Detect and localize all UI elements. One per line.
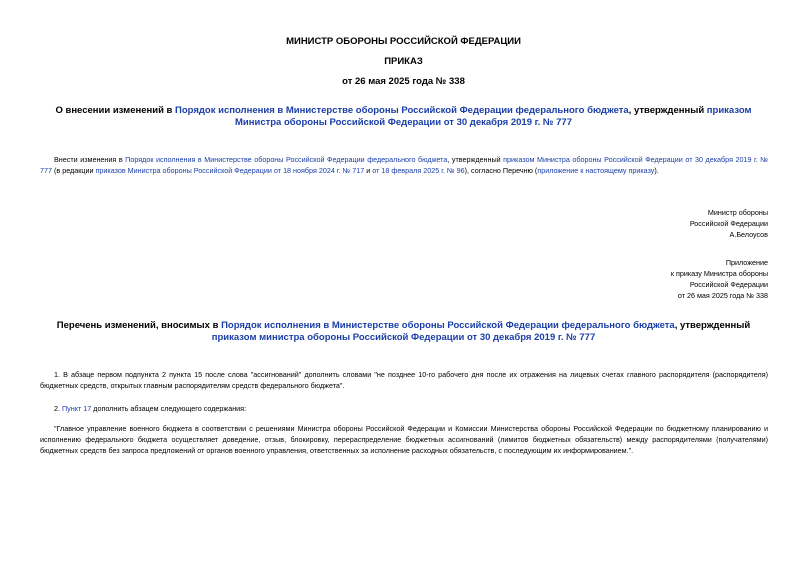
item2-prefix: 2. [54,404,62,413]
item2-link-point-17[interactable]: Пункт 17 [62,404,92,413]
title-mid: , утвержденный [628,105,707,116]
intro-link-procedure[interactable]: Порядок исполнения в Министерстве обороны Российской Федерации федерального бюджета [125,155,448,164]
list-item-2 [40,403,768,414]
document-title [40,105,767,129]
appendix-block [560,257,768,301]
list-title [40,320,767,344]
intro-text-5: ), согласно Перечню ( [464,166,538,175]
title-link-order[interactable]: приказом Министра обороны Российской Федерации от 30 декабря 2019 г. № 777 [234,105,752,128]
intro-text-6: ). [654,166,659,175]
intro-text-1: Внести изменения в [54,155,126,164]
title-link-procedure[interactable]: Порядок исполнения в Министерстве обороны Российской Федерации федерального бюджета [175,105,629,116]
intro-paragraph [40,154,768,176]
quoted-paragraph: "Главное управление военного бюджета в соответствии с решениями Министра обороны Российской Федерации и Комиссии Министерства обороны Российской Федерации по бюджетному планированию и исполнению федерального бюджета осуществляет доведение, отзыв, блокировку, перераспределение бюджетных ассигнований (лимитов бюджетных обязательств) между распорядителями (получателями) бюджетных средств без запроса предложений от органов военного управления, ответственных за исполнение расходных обязательств, с последующим их информированием.". [40,424,768,455]
appendix-line: от 26 мая 2025 года № 338 [677,291,768,300]
intro-link-order-2024[interactable]: приказов Министра обороны Российской Федерации от 18 ноября 2024 г. № 717 [95,166,365,175]
appendix-line: к приказу Министра обороны [670,269,768,278]
list-title-link-procedure[interactable]: Порядок исполнения в Министерстве обороны Российской Федерации федерального бюджета [221,320,675,331]
signature-line: Министр обороны [707,208,768,217]
item2-text: дополнить абзацем следующего содержания: [91,404,247,413]
signature-block [560,207,768,240]
list-item-1: 1. В абзаце первом подпункта 2 пункта 15 после слова "ассигнований" дополнить словами "не позднее 10-го рабочего дня после их отражения на лицевых счетах главного распорядителя (распорядителя) бюджетных средств, открытых главным распорядителям средств федерального бюджета". [40,370,768,390]
appendix-line: Приложение [725,258,768,267]
signature-line: Российской Федерации [689,219,768,228]
list-title-link-order[interactable]: приказом министра обороны Российской Федерации от 30 декабря 2019 г. № 777 [211,332,596,343]
doc-type-heading: ПРИКАЗ [384,56,423,67]
title-prefix: О внесении изменений в [55,105,176,116]
intro-text-3: (в редакции [52,166,96,175]
signature-name: А.Белоусов [729,230,768,239]
intro-link-order-2025[interactable]: от 18 февраля 2025 г. № 96 [372,166,465,175]
list-title-prefix: Перечень изменений, вносимых в [56,320,222,331]
intro-text-4: и [364,166,373,175]
list-title-mid: , утвержденный [674,320,751,331]
intro-link-order[interactable]: приказом Министра обороны Российской Федерации от 30 декабря 2019 г. № 777 [40,155,768,175]
appendix-line: Российской Федерации [689,280,768,289]
authority-heading: МИНИСТР ОБОРОНЫ РОССИЙСКОЙ ФЕДЕРАЦИИ [286,36,521,47]
date-number-heading: от 26 мая 2025 года № 338 [342,76,465,87]
intro-link-appendix[interactable]: приложение к настоящему приказу [537,166,655,175]
intro-text-2: , утвержденный [447,155,504,164]
